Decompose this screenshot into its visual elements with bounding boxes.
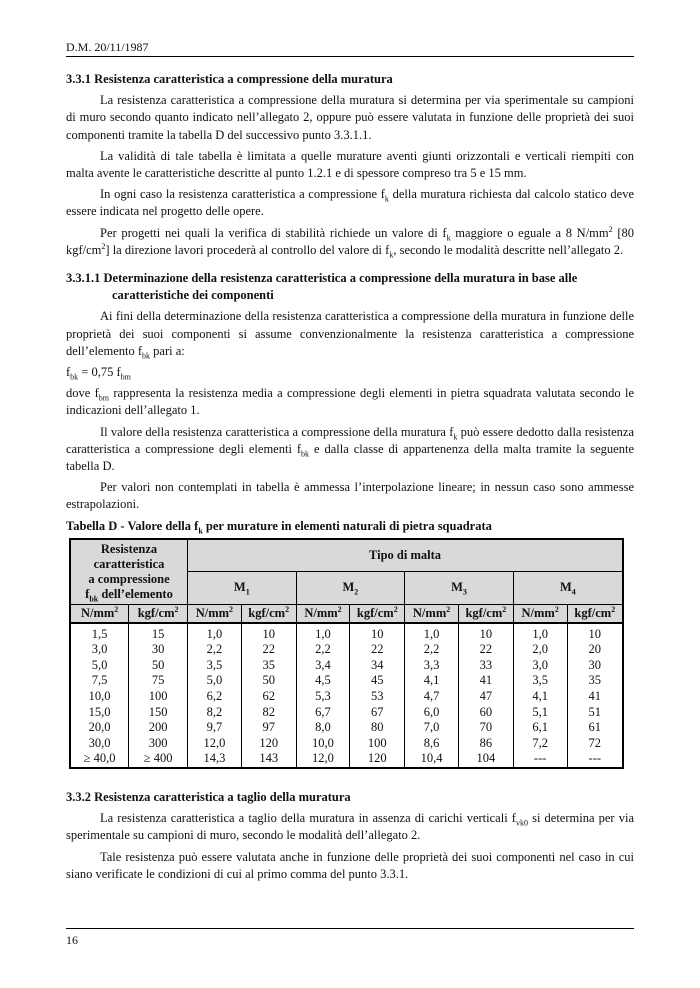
column-header-mortar-type: Tipo di malta	[188, 539, 624, 572]
table-cell: 22	[458, 642, 513, 658]
unit-header-kgfcm2: kgf/$cm^2$	[241, 604, 296, 623]
table-cell: 10,0	[296, 736, 350, 752]
table-cell: 4,1	[405, 673, 459, 689]
table-cell: 33	[458, 658, 513, 674]
table-cell: 15	[129, 623, 188, 643]
table-cell: 61	[567, 720, 623, 736]
table-cell: 7,5	[70, 673, 129, 689]
table-cell: 120	[350, 751, 405, 768]
table-cell: 82	[241, 705, 296, 721]
table-cell: 50	[241, 673, 296, 689]
table-cell: 10,4	[405, 751, 459, 768]
table-cell: 75	[129, 673, 188, 689]
table-cell: 35	[567, 673, 623, 689]
table-row	[70, 751, 623, 768]
table-cell: 30,0	[70, 736, 129, 752]
table-cell: 53	[350, 689, 405, 705]
column-header-m4: $M_4$	[513, 571, 623, 604]
table-cell: 6,2	[188, 689, 242, 705]
section-3-3-1-paragraph-1: La resistenza caratteristica a compressione della muratura si determina per via sperimentale su campioni di muro secondo quanto indicato nell’allegato 2, oppure può essere valutata in funzione delle proprietà dei suoi componenti tramite la tabella D del successivo punto 3.3.1.1.	[66, 93, 634, 142]
column-header-element-strength: Resistenza caratteristica a compressione $f_{bk}$ dell’elemento	[70, 539, 188, 605]
unit-header-nmm2: $N/mm^2$	[405, 604, 459, 623]
table-cell: 20,0	[70, 720, 129, 736]
table-cell: 72	[567, 736, 623, 752]
running-header: D.M. 20/11/1987	[66, 40, 149, 54]
table-cell: 20	[567, 642, 623, 658]
table-cell: 120	[241, 736, 296, 752]
section-3-3-1-1-paragraph-4: Per valori non contemplati in tabella è ammessa l’interpolazione lineare; in nessun caso sono ammesse estrapolazioni.	[66, 480, 634, 512]
table-cell: 4,5	[296, 673, 350, 689]
table-row	[70, 736, 623, 752]
table-cell: 30	[129, 642, 188, 658]
table-cell: 3,5	[513, 673, 567, 689]
table-cell: 62	[241, 689, 296, 705]
table-cell: 143	[241, 751, 296, 768]
page-number: 16	[66, 933, 78, 947]
table-cell: 4,1	[513, 689, 567, 705]
table-cell: 3,3	[405, 658, 459, 674]
table-cell: 41	[567, 689, 623, 705]
column-header-m3: $M_3$	[405, 571, 514, 604]
table-cell: 41	[458, 673, 513, 689]
table-cell: 5,3	[296, 689, 350, 705]
section-3-3-1-title: 3.3.1 Resistenza caratteristica a compressione della muratura	[66, 72, 393, 86]
table-row	[70, 642, 623, 658]
table-cell: 9,7	[188, 720, 242, 736]
table-cell: 1,0	[188, 623, 242, 643]
unit-header-row	[70, 604, 623, 623]
table-cell: 3,5	[188, 658, 242, 674]
table-cell: ---	[567, 751, 623, 768]
table-cell: ≥ 400	[129, 751, 188, 768]
table-cell: ≥ 40,0	[70, 751, 129, 768]
formula-fbk: $f_{bk} = 0,75$ $f_{bm}$	[66, 365, 131, 382]
table-cell: 10	[350, 623, 405, 643]
table-cell: 12,0	[188, 736, 242, 752]
unit-header-kgfcm2: kgf/$cm^2$	[567, 604, 623, 623]
unit-header-kgfcm2: kgf/$cm^2$	[458, 604, 513, 623]
section-3-3-1-1-paragraph-2: dove $f_{bm}$ rappresenta la resistenza media a compressione degli elementi in pietra squadrata valutata secondo le indicazioni dell’allegato 1.	[66, 386, 634, 418]
table-cell: 200	[129, 720, 188, 736]
section-3-3-1-paragraph-3: In ogni caso la resistenza caratteristica a compressione $f_k$ della muratura richiesta dal calcolo statico deve essere indicata nel progetto delle opere.	[66, 187, 634, 219]
table-cell: 7,2	[513, 736, 567, 752]
table-cell: 2,2	[405, 642, 459, 658]
section-3-3-2-title: 3.3.2 Resistenza caratteristica a taglio della muratura	[66, 790, 351, 805]
table-cell: 7,0	[405, 720, 459, 736]
table-cell: 70	[458, 720, 513, 736]
table-row	[70, 689, 623, 705]
table-row	[70, 623, 623, 643]
table-cell: 150	[129, 705, 188, 721]
table-cell: 22	[350, 642, 405, 658]
page-body	[66, 71, 634, 887]
table-cell: 3,0	[513, 658, 567, 674]
table-cell: 14,3	[188, 751, 242, 768]
table-cell: 97	[241, 720, 296, 736]
unit-header-kgfcm2: kgf/$cm^2$	[129, 604, 188, 623]
section-3-3-1-paragraph-2: La validità di tale tabella è limitata a quelle murature aventi giunti orizzontali e verticali riempiti con malta avente le caratteristiche descritte al punto 1.2.1 e di spessore compreso tra 5 e 15 mm.	[66, 148, 634, 181]
section-3-3-1-1-title: 3.3.1.1 Determinazione della resistenza caratteristica a compressione della muratura in base alle caratteristiche dei componenti	[66, 271, 578, 303]
unit-header-nmm2: $N/mm^2$	[513, 604, 567, 623]
table-cell: 35	[241, 658, 296, 674]
table-cell: 1,0	[513, 623, 567, 643]
table-cell: 10,0	[70, 689, 129, 705]
table-cell: 100	[129, 689, 188, 705]
table-cell: 6,7	[296, 705, 350, 721]
column-header-m1: $M_1$	[188, 571, 297, 604]
header-rule	[66, 56, 634, 57]
table-cell: ---	[513, 751, 567, 768]
table-cell: 8,6	[405, 736, 459, 752]
unit-header-nmm2: $N/mm^2$	[70, 604, 129, 623]
table-cell: 1,0	[296, 623, 350, 643]
table-cell: 8,2	[188, 705, 242, 721]
table-cell: 100	[350, 736, 405, 752]
table-cell: 10	[567, 623, 623, 643]
table-row	[70, 720, 623, 736]
section-3-3-1-paragraph-4: Per progetti nei quali la verifica di stabilità richiede un valore di $f_k$ maggiore o eguale a 8 $N/mm^2$ [80 kgf/$cm^2$] la direzione lavori procederà al controllo del valore di $f_k$, secondo le modalità descritte nell’allegato 2.	[66, 224, 634, 260]
table-cell: 34	[350, 658, 405, 674]
table-d-caption: Tabella D - Valore della $f_k$ per murature in elementi naturali di pietra squadrata	[66, 518, 492, 536]
footer-rule	[66, 928, 634, 929]
table-cell: 86	[458, 736, 513, 752]
table-cell: 10	[241, 623, 296, 643]
table-cell: 80	[350, 720, 405, 736]
table-cell: 67	[350, 705, 405, 721]
table-cell: 2,0	[513, 642, 567, 658]
table-cell: 6,1	[513, 720, 567, 736]
table-cell: 60	[458, 705, 513, 721]
section-3-3-1-1-paragraph-3: Il valore della resistenza caratteristica a compressione della muratura $f_k$ può essere dedotto dalla resistenza caratteristica a compressione degli elementi $f_{bk}$ e dalla classe di appartenenza della malta tramite la seguente tabella D.	[66, 424, 634, 474]
table-row	[70, 673, 623, 689]
table-row	[70, 705, 623, 721]
table-cell: 50	[129, 658, 188, 674]
unit-header-nmm2: $N/mm^2$	[296, 604, 350, 623]
table-d-body	[70, 623, 623, 768]
column-header-m2: $M_2$	[296, 571, 405, 604]
table-cell: 3,0	[70, 642, 129, 658]
table-cell: 22	[241, 642, 296, 658]
table-row	[70, 658, 623, 674]
table-cell: 2,2	[188, 642, 242, 658]
table-cell: 3,4	[296, 658, 350, 674]
table-cell: 8,0	[296, 720, 350, 736]
table-cell: 15,0	[70, 705, 129, 721]
table-cell: 51	[567, 705, 623, 721]
table-cell: 300	[129, 736, 188, 752]
table-cell: 30	[567, 658, 623, 674]
section-3-3-1-1-paragraph-1: Ai fini della determinazione della resistenza caratteristica a compressione della muratura in funzione delle proprietà dei suoi componenti si assume convenzionalmente la resistenza caratteristica a compressione dell’elemento $f_{bk}$ pari a:	[66, 309, 634, 361]
table-cell: 104	[458, 751, 513, 768]
section-3-3-2-paragraph-2: Tale resistenza può essere valutata anche in funzione delle proprietà dei suoi componenti nel caso in cui siano verificate le condizioni di cui al primo comma del punto 3.3.1.	[66, 849, 634, 881]
table-cell: 1,0	[405, 623, 459, 643]
unit-header-kgfcm2: kgf/$cm^2$	[350, 604, 405, 623]
table-cell: 6,0	[405, 705, 459, 721]
table-cell: 47	[458, 689, 513, 705]
unit-header-nmm2: $N/mm^2$	[188, 604, 242, 623]
table-cell: 1,5	[70, 623, 129, 643]
table-cell: 5,0	[70, 658, 129, 674]
table-cell: 5,0	[188, 673, 242, 689]
table-cell: 2,2	[296, 642, 350, 658]
table-d	[69, 538, 624, 769]
section-3-3-2-paragraph-1: La resistenza caratteristica a taglio della muratura in assenza di carichi verticali $f_{vk0}$ si determina per via sperimentale su campioni di muro, secondo le modalità dell’allegato 2.	[66, 811, 634, 843]
table-cell: 45	[350, 673, 405, 689]
table-cell: 12,0	[296, 751, 350, 768]
table-cell: 4,7	[405, 689, 459, 705]
table-cell: 5,1	[513, 705, 567, 721]
table-cell: 10	[458, 623, 513, 643]
